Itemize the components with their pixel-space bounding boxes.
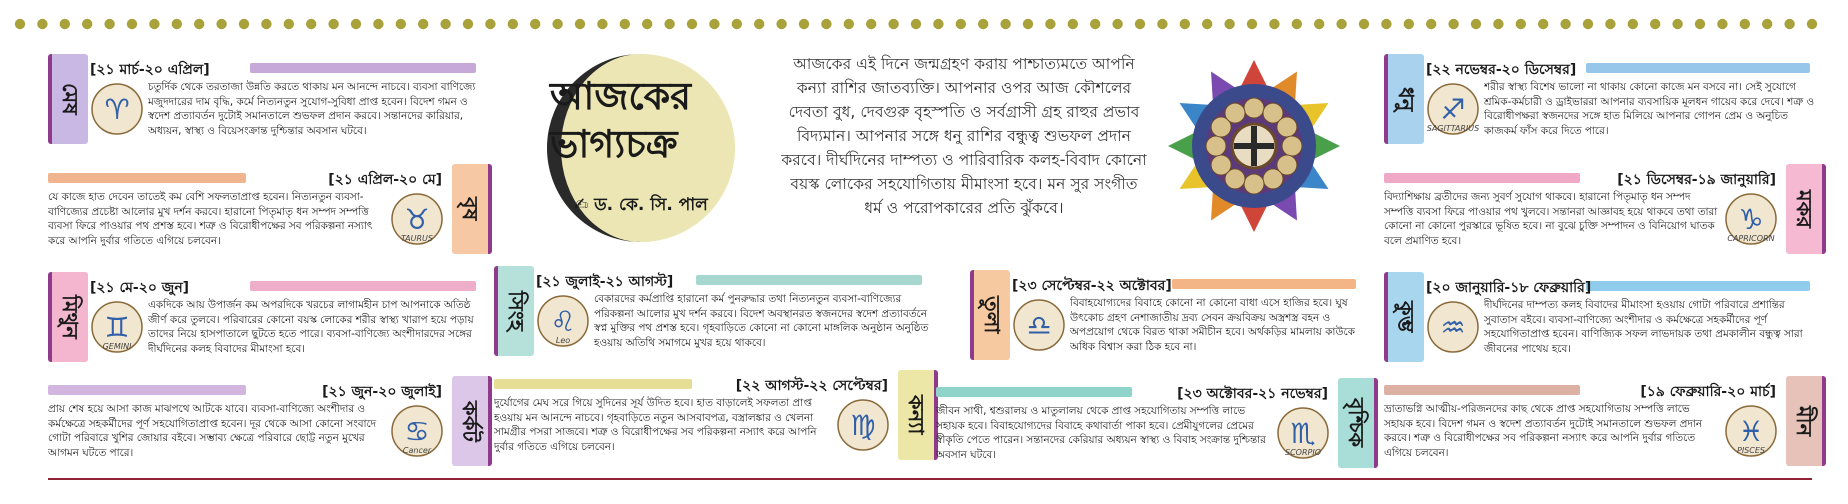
wheel-sign-medallion: [1282, 136, 1302, 156]
sign-name-tab: [1786, 164, 1826, 254]
horoscope-card: [936, 378, 1374, 466]
header-bar: [1384, 385, 1580, 395]
border-dot: [799, 19, 809, 29]
border-dot: [1560, 19, 1570, 29]
date-range: [২১ জুলাই-২১ আগস্ট]: [536, 274, 674, 290]
border-dot: [60, 19, 70, 29]
border-dot: [396, 19, 406, 29]
wheel-sign-medallion: [1277, 117, 1297, 137]
sign-icon-caption: PISCES: [1737, 446, 1765, 455]
border-dot: [1381, 19, 1391, 29]
border-dot: [1762, 19, 1772, 29]
header-bar: [1586, 63, 1810, 73]
horoscope-card: [48, 376, 488, 464]
header-bar: [1384, 173, 1580, 183]
wheel-sign-medallion: [1244, 174, 1264, 194]
intro-paragraph: আজকের এই দিনে জন্মগ্রহণ করায় পাশ্চাত্যমতে আপনি কন্যা রাশির জাতব্যক্তি। আপনার ওপর আজ কৌশলের দেবতা বুধ, দেবগুরু বৃহস্পতি ও সর্বগ্রাসী গ্রহ রাহুর প্রভাব বিদ্যমান। আপনার সঙ্গে ধনু রাশির বন্ধুত্ব শুভফল প্রদান করবে। দীর্ঘদিনের দাম্পত্য ও পারিবারিক কলহ-বিবাদ কোনো বয়স্ক লোকের সহযোগিতায় মীমাংসা হবে। মন সুর সংগীত ধর্ম ও পরোপকারের প্রতি ঝুঁকবে।: [781, 55, 1147, 217]
author-name: ড. কে. সি. পাল: [594, 195, 708, 215]
border-dot: [172, 19, 182, 29]
border-dot: [888, 19, 898, 29]
libra-scales-icon: [1012, 298, 1066, 352]
horoscope-card: [494, 370, 934, 458]
border-dot: [1784, 19, 1794, 29]
wheel-sign-medallion: [1211, 155, 1231, 175]
border-dot: [1493, 19, 1503, 29]
horoscope-text: ভ্রাতাভগ্নি আত্মীয়-পরিজনদের কাছ থেকে প্রাপ্ত সহযোগিতায় সম্পত্তি লাভে সহায়ক হবে। বিদেশ গমন ও স্বদেশ প্রত্যাবর্তন দুটোই সমানতালে শুভফল প্রদান করবে। শত্রু ও বিরোধীপক্ষের সব পরিকল্পনা নস্যাৎ করে আপনি দুর্বার গতিতে এগিয়ে চলবেন।: [1384, 403, 1703, 459]
sign-icon-caption: SCORPIO: [1285, 448, 1321, 457]
border-dot: [1314, 19, 1324, 29]
pen-icon: ✍: [574, 195, 589, 215]
svg-text:♉: ♉: [404, 203, 430, 236]
border-dot: [216, 19, 226, 29]
border-dot: [1157, 19, 1167, 29]
border-dot: [1628, 19, 1638, 29]
sign-name: মীন: [1792, 405, 1816, 437]
sign-name: কুম্ভ: [1394, 301, 1418, 333]
horoscope-text: বিদ্যাশিক্ষায় ব্রতীদের জন্য সুবর্ণ সুযোগ থাকবে। হারানো পিতৃমাতৃ ধন সম্পদ সম্পত্তি ব্যবসা ফিরে পাওয়ার পথ খুলবে। সন্তানরা আজ্ঞাবহ হয়ে থাকবে তথা তারা কোনো না কোনো পুরস্কারে ভূষিত হবে। না বুঝে চুক্তি সম্পাদন ও বিনিয়োগ ঘাতক বলে প্রমাণিত হবে।: [1384, 191, 1718, 247]
svg-text:♏: ♏: [1290, 417, 1316, 450]
border-dot: [1516, 19, 1526, 29]
border-dot: [597, 19, 607, 29]
horoscope-text: জীবন সাথী, শ্বশুরালয় ও মাতুলালয় থেকে প্রাপ্ত সহযোগিতায় সম্পত্তি লাভে সহায়ক হবে। বিবাহযোগ্যদের বিবাহে কথাবার্তা পাকা হবে। প্রেমীযুগলের প্রেমের স্বীকৃতি পেতে পারেন। সন্তানদের কেরিয়ার অধ্যয়ন স্বাস্থ্য ও বিবাহ সংক্রান্ত দুশ্চিন্তার অবসান ঘটবে।: [936, 405, 1266, 461]
svg-text:♍: ♍: [850, 409, 876, 442]
date-range: [২০ জানুয়ারি-১৮ ফেব্রুয়ারি]: [1426, 280, 1592, 296]
border-dot: [575, 19, 585, 29]
border-dot: [463, 19, 473, 29]
border-dot: [1269, 19, 1279, 29]
svg-text:♐: ♐: [1440, 93, 1466, 126]
sign-name-tab: [48, 54, 88, 144]
wheel-sign-medallion: [1206, 136, 1226, 156]
author-byline: [574, 192, 708, 220]
horoscope-text: বিবাহযোগ্যদের বিবাহে কোনো না কোনো বাধা এসে হাজির হবে। ঘুষ উৎকোচ গ্রহণ নেশাজাতীয় দ্রব্য সেবন ক্রয়বিক্রয় অস্ত্রশস্ত্র বহন ও অপপ্রয়োগ থেকে বিরত থাকা সমীচীন হবে। অর্থকড়ির মামলায় কাউকে অধিক বিশ্বাস করা ঠিক হবে না।: [1070, 297, 1355, 353]
sign-icon-caption: SAGITTARIUS: [1426, 124, 1480, 133]
sign-name-tab: [1338, 378, 1378, 468]
horoscope-card: [1384, 164, 1822, 252]
border-dot: [440, 19, 450, 29]
border-dot: [1135, 19, 1145, 29]
border-dot: [149, 19, 159, 29]
date-range: [২১ মে-২০ জুন]: [90, 280, 190, 296]
border-dot: [1202, 19, 1212, 29]
svg-text:♑: ♑: [1738, 203, 1764, 236]
border-dot: [978, 19, 988, 29]
border-dot: [37, 19, 47, 29]
border-dot: [1717, 19, 1727, 29]
header-bar: [250, 63, 476, 73]
border-dot: [844, 19, 854, 29]
border-dot: [328, 19, 338, 29]
date-range: [২১ এপ্রিল-২০ মে]: [328, 172, 442, 188]
sign-name-tab: [970, 270, 1010, 360]
date-range: [২৩ অক্টোবর-২১ নভেম্বর]: [1177, 386, 1328, 402]
svg-text:♈: ♈: [104, 93, 130, 126]
horoscope-text: যে কাজে হাত দেবেন তাতেই কম বেশি সফলতাপ্রাপ্ত হবেন। নিত্যনতুন ব্যবসা-বাণিজ্যের প্রচেষ্টা আলোর মুখ দর্শন করবে। হারানো পিতৃমাতৃ ধন সম্পদ সম্পত্তি ব্যবসা ফিরে পাওয়ার পথ প্রশস্ত হবে। শত্রু ও বিরোধীপক্ষের সব পরিকল্পনা নস্যাৎ করে আপনি দুর্বার গতিতে এগিয়ে চলবেন।: [48, 191, 373, 247]
horoscope-card: [494, 266, 934, 354]
border-dot: [1650, 19, 1660, 29]
sign-name-tab: [898, 370, 938, 460]
border-dot: [1068, 19, 1078, 29]
border-dot: [1359, 19, 1369, 29]
border-dot: [866, 19, 876, 29]
border-dot: [306, 19, 316, 29]
title-block: [510, 50, 772, 246]
border-dot: [530, 19, 540, 29]
border-dot: [82, 19, 92, 29]
border-dot: [1090, 19, 1100, 29]
header-bar: [494, 379, 692, 389]
border-dot: [1695, 19, 1705, 29]
border-dot: [620, 19, 630, 29]
sign-icon-caption: TAURUS: [401, 234, 433, 243]
border-dot: [776, 19, 786, 29]
border-dot: [821, 19, 831, 29]
border-dot: [284, 19, 294, 29]
border-dot: [664, 19, 674, 29]
sign-name-tab: [1384, 272, 1424, 362]
zodiac-wheel-icon: [1168, 46, 1340, 246]
sign-icon-caption: CAPRICORN: [1727, 234, 1775, 243]
sign-name-tab: [1384, 54, 1424, 144]
horoscope-text: একদিকে আয় উপার্জন কম অপরদিকে খরচের লাগামহীন চাপ আপনাকে অতিষ্ঠ জীর্ণ করে তুলবে। পরিবারের কোনো বয়স্ক লোকের শরীর স্বাস্থ্য খারাপ হয়ে পড়ায় তাদের নিয়ে হাসপাতালে ছুটতে হতে পারে। ব্যবসা-বাণিজ্যে অংশীদারদের সঙ্গের দীর্ঘদিনের কলহ বিবাদের মীমাংসা হবে।: [148, 299, 474, 355]
horoscope-card: [48, 272, 488, 360]
aquarius-water-bearer-icon: [1426, 300, 1480, 354]
header-bar: [936, 387, 1132, 397]
border-dot: [1000, 19, 1010, 29]
border-dot: [1426, 19, 1436, 29]
header-bar: [696, 275, 922, 285]
border-dot: [1247, 19, 1257, 29]
border-dot: [485, 19, 495, 29]
sign-name-tab: [48, 272, 88, 362]
border-dot: [373, 19, 383, 29]
border-dot: [1112, 19, 1122, 29]
border-dot: [1336, 19, 1346, 29]
sign-name: সিংহ: [504, 291, 528, 331]
wheel-sign-medallion: [1263, 169, 1283, 189]
border-dot: [1538, 19, 1548, 29]
horoscope-card: [1384, 272, 1822, 360]
title-line-1: আজকের: [550, 74, 692, 118]
header-bar: [1586, 281, 1810, 291]
border-dot: [15, 19, 25, 29]
border-dot: [1740, 19, 1750, 29]
horoscope-text: দুর্যোগের মেঘ সরে গিয়ে সুদিনের সূর্য উদিত হবে। হাত বাড়ালেই সফলতা প্রাপ্ত হওয়ায় মন আনন্দে নাচবে। গৃহবাড়িতে নতুন আসবাবপত্র, বস্ত্রালঙ্কার ও খেলনা সামগ্রীর পসরা সাজবে। শত্রু ও বিরোধীপক্ষের সব পরিকল্পনা নস্যাৎ করে আপনি দুর্বার গতিতে এগিয়ে চলবেন।: [494, 397, 817, 453]
border-dot: [194, 19, 204, 29]
border-dot: [239, 19, 249, 29]
dotted-border-top: [14, 14, 1834, 34]
border-dot: [956, 19, 966, 29]
border-dot: [709, 19, 719, 29]
header-bar: [250, 281, 476, 291]
horoscope-text: চতুর্দিক থেকে তরতাজা উন্নতি করতে থাকায় মন আনন্দে নাচবে। ব্যবসা বাণিজ্যে মজুদদারের দাম বৃদ্ধি, কর্মে নিত্যনতুন সুযোগ-সুবিধা প্রাপ্ত হবেন। বিদেশ গমন ও স্বদেশ প্রত্যাবর্তন দুটোই সমানতালে শুভফল প্রদান করবে। সন্তানদের কারিয়ার, অধ্যয়ন, স্বাস্থ্য ও বিয়েসংক্রান্ত দুশ্চিন্তার অবসান ঘটবে।: [148, 81, 476, 137]
svg-text:♊: ♊: [104, 311, 130, 344]
date-range: [২২ আগস্ট-২২ সেপ্টেম্বর]: [735, 378, 888, 394]
horoscope-card: [1384, 54, 1822, 142]
border-dot: [933, 19, 943, 29]
border-dot: [732, 19, 742, 29]
horoscope-card: [1384, 376, 1822, 464]
border-dot: [351, 19, 361, 29]
date-range: [২১ ডিসেম্বর-১৯ জানুয়ারি]: [1617, 172, 1776, 188]
border-dot: [552, 19, 562, 29]
border-dot: [1605, 19, 1615, 29]
sign-name: বৃশ্চিক: [1344, 398, 1368, 448]
sign-name: কর্কট: [458, 400, 482, 442]
sign-name: তুলা: [980, 296, 1004, 334]
sign-name: মেষ: [58, 83, 82, 115]
horoscope-card: [48, 164, 488, 252]
horoscope-text: দীর্ঘদিনের দাম্পত্য কলহ বিবাদের মীমাংসা হওয়ায় গোটা পরিবারে প্রশান্তির সুবাতাস বইবে। ব্যবসা-বাণিজ্যে অংশীদার ও কর্মক্ষেত্রে সহকর্মীদের পূর্ণ সহযোগিতাপ্রাপ্ত হবেন। বাণিজ্যিক সফল লাভদায়ক তথা প্রমকালীন বন্ধুত্ব সারা জীবনের পাথেয় হবে।: [1484, 299, 1803, 355]
border-dot: [261, 19, 271, 29]
horoscope-card: [970, 270, 1368, 358]
sign-name: ধনু: [1394, 86, 1418, 112]
border-dot: [754, 19, 764, 29]
sign-icon-caption: GEMINI: [102, 342, 132, 351]
border-dot: [1672, 19, 1682, 29]
date-range: [১৯ ফেব্রুয়ারি-২০ মার্চ]: [1640, 384, 1776, 400]
date-range: [২২ নভেম্বর-২০ ডিসেম্বর]: [1426, 62, 1577, 78]
border-dot: [1045, 19, 1055, 29]
sign-name-tab: [1786, 376, 1826, 466]
border-dot: [911, 19, 921, 29]
sign-name: মকর: [1792, 190, 1816, 228]
border-dot: [1292, 19, 1302, 29]
horoscope-text: বেকারদের কর্মপ্রাপ্তি হারানো কর্ম পুনরুদ্ধার তথা নিত্যনতুন ব্যবসা-বাণিজ্যের পরিকল্পনা আলোর মুখ দর্শন করবে। বিদেশ অবস্থানরত স্বজনদের স্বদেশ প্রত্যাবর্তনে স্বপ্ন মুক্তির পথ প্রশস্ত হবে। গৃহবাড়িতে কোনো না কোনো মাঙ্গলিক অনুষ্ঠান অনুষ্ঠিত হওয়ায় অতিথি সমাগমে মুখর হয়ে থাকবে।: [594, 293, 929, 349]
border-dot: [642, 19, 652, 29]
border-dot: [1448, 19, 1458, 29]
sign-icon-caption: Cancer: [402, 446, 432, 455]
sign-name-tab: [494, 266, 534, 356]
border-dot: [1180, 19, 1190, 29]
date-range: [২১ মার্চ-২০ এপ্রিল]: [90, 62, 210, 78]
virgo-maiden-icon: [836, 398, 890, 452]
date-range: [২১ জুন-২০ জুলাই]: [322, 384, 442, 400]
sign-name: কন্যা: [904, 395, 928, 435]
aries-ram-icon: [90, 82, 144, 136]
wheel-sign-medallion: [1244, 98, 1264, 118]
svg-text:♋: ♋: [404, 415, 430, 448]
page-title: [550, 72, 691, 168]
border-dot: [127, 19, 137, 29]
horoscope-text: শরীর স্বাস্থ্য বিশেষ ভালো না থাকায় কোনো কাজে মন বসবে না। সেই সুযোগে শ্রমিক-কর্মচারী ও ড্রাইভাররা আপনার ব্যবসায়িক মূলধন গায়েব করে দেবে। শত্রু ও বিরোধীপক্ষরা স্বজনদের সঙ্গে হাত মিলিয়ে আপনার গোপন প্রেম ও অনুচিত কাজকর্ম ফাঁস করে দিতে পারে।: [1484, 81, 1815, 137]
svg-text:♒: ♒: [1440, 311, 1466, 344]
sign-name: মিথুন: [58, 295, 82, 339]
bottom-rule: [48, 478, 1812, 480]
border-dot: [1404, 19, 1414, 29]
header-bar: [48, 173, 246, 183]
sign-name-tab: [452, 164, 492, 254]
horoscope-card: [48, 54, 488, 142]
wheel-sign-medallion: [1225, 103, 1245, 123]
sign-name-tab: [452, 376, 492, 466]
date-range: [২৩ সেপ্টেম্বর-২২ অক্টোবর]: [1012, 278, 1172, 294]
border-dot: [1583, 19, 1593, 29]
border-dot: [104, 19, 114, 29]
border-dot: [1023, 19, 1033, 29]
border-dot: [1224, 19, 1234, 29]
svg-text:♌: ♌: [550, 305, 576, 338]
border-dot: [1471, 19, 1481, 29]
title-line-2: ভাগ্যচক্র: [550, 122, 678, 166]
svg-text:♓: ♓: [1738, 415, 1764, 448]
border-dot: [687, 19, 697, 29]
sign-name: বৃষ: [458, 197, 482, 221]
header-bar: [1172, 279, 1356, 289]
header-bar: [48, 385, 246, 395]
sign-icon-caption: Leo: [555, 336, 571, 345]
svg-text:♎: ♎: [1026, 309, 1052, 342]
border-dot: [1807, 19, 1817, 29]
border-dot: [418, 19, 428, 29]
border-dot: [508, 19, 518, 29]
horoscope-text: প্রায় শেষ হয়ে আসা কাজ মাঝপথে আটকে যাবে। ব্যবসা-বাণিজ্যে অংশীদার ও কর্মক্ষেত্রে সহকর্মীদের পূর্ণ সহযোগিতাপ্রাপ্ত হবেন। দূর থেকে আসা কোনো সংবাদে গোটা পরিবারে খুশির জোয়ার বইবে। সম্ভাব্য ক্ষেত্রে পরিবারে ছোট্ট নতুন মুখের আগমন ঘটতে পারে।: [48, 403, 377, 459]
